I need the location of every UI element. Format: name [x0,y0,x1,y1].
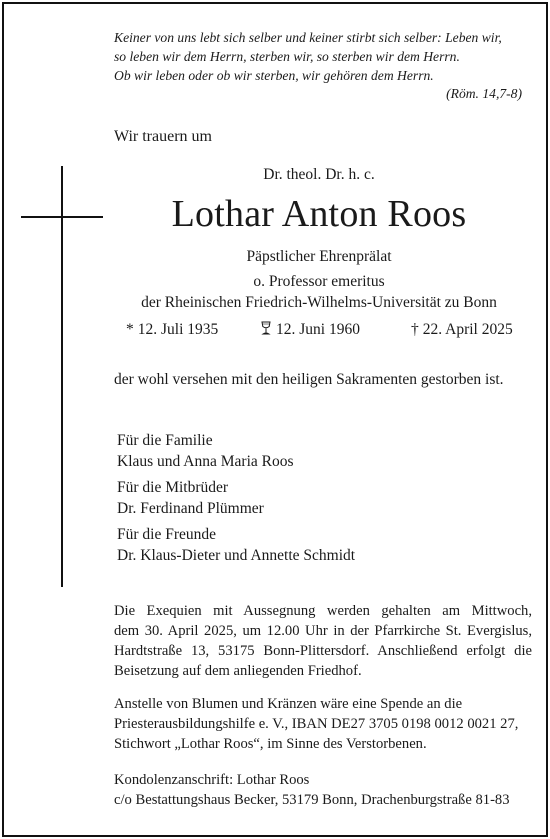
quote-line: Keiner von uns lebt sich selber und keiner stirbt sich selber: Leben wir, [114,30,502,45]
text-line: Die Exequien mit Aussegnung werden gehalten am Mittwoch, [114,603,532,619]
text-line: dem 30. April 2025, um 12.00 Uhr in der Pfarrkirche St. Evergislus, [114,623,532,639]
academic-title: Dr. theol. Dr. h. c. [263,166,375,183]
quote-line: Ob wir leben oder ob wir sterben, wir gehören dem Herrn. [114,68,434,83]
intro-text: Wir trauern um [114,128,212,145]
role-line: o. Professor emeritus [253,273,385,290]
bible-quote [114,28,534,85]
funeral-service-info [114,601,532,681]
quote-line: so leben wir dem Herrn, sterben wir, so sterben wir dem Herrn. [114,49,460,64]
text-line: Kondolenzanschrift: Lothar Roos [114,772,310,788]
quote-reference: (Röm. 14,7-8) [446,86,522,101]
birth-date-text: 12. Juli 1935 [137,321,219,338]
deceased-name: Lothar Anton Roos [171,193,467,235]
mourner-group-label: Für die Familie [117,432,213,449]
mourner-group-names: Klaus und Anna Maria Roos [117,453,294,470]
mourner-group-names: Dr. Klaus-Dieter und Annette Schmidt [117,547,356,564]
chalice-icon [260,321,272,335]
text-line: Priesterausbildungshilfe e. V., IBAN DE27 3705 0198 0012 0021 27, [114,716,519,732]
mourner-group-label: Für die Freunde [117,526,217,543]
ordination-date [260,321,360,339]
text-line: Stichwort „Lothar Roos“, im Sinne des Verstorbenen. [114,736,427,752]
birth-star-icon: * [126,321,134,338]
mourner-group-label: Für die Mitbrüder [117,479,229,496]
dagger-icon: † [411,321,419,338]
text-line: c/o Bestattungshaus Becker, 53179 Bonn, Drachenburgstraße 81-83 [114,792,510,808]
sacrament-text: der wohl versehen mit den heiligen Sakramenten gestorben ist. [114,371,504,388]
birth-date [126,321,218,339]
text-line: Anstelle von Blumen und Kränzen wäre eine Spende an die [114,696,463,712]
donation-info [114,694,532,754]
obituary-notice [2,2,548,837]
text-line: Beisetzung auf dem anliegenden Friedhof. [114,663,362,679]
condolence-address [114,770,532,810]
text-line: Hardtstraße 13, 53175 Bonn-Plittersdorf. Anschließend erfolgt die [114,643,532,659]
ordination-date-text: 12. Juni 1960 [276,321,360,338]
role-line: Päpstlicher Ehrenprälat [246,248,392,265]
cross-icon-bar [21,216,103,218]
mourner-group-names: Dr. Ferdinand Plümmer [117,500,264,517]
death-date [411,321,513,339]
role-line: der Rheinischen Friedrich-Wilhelms-Universität zu Bonn [141,294,497,311]
death-date-text: 22. April 2025 [422,321,513,338]
cross-icon [61,166,63,587]
